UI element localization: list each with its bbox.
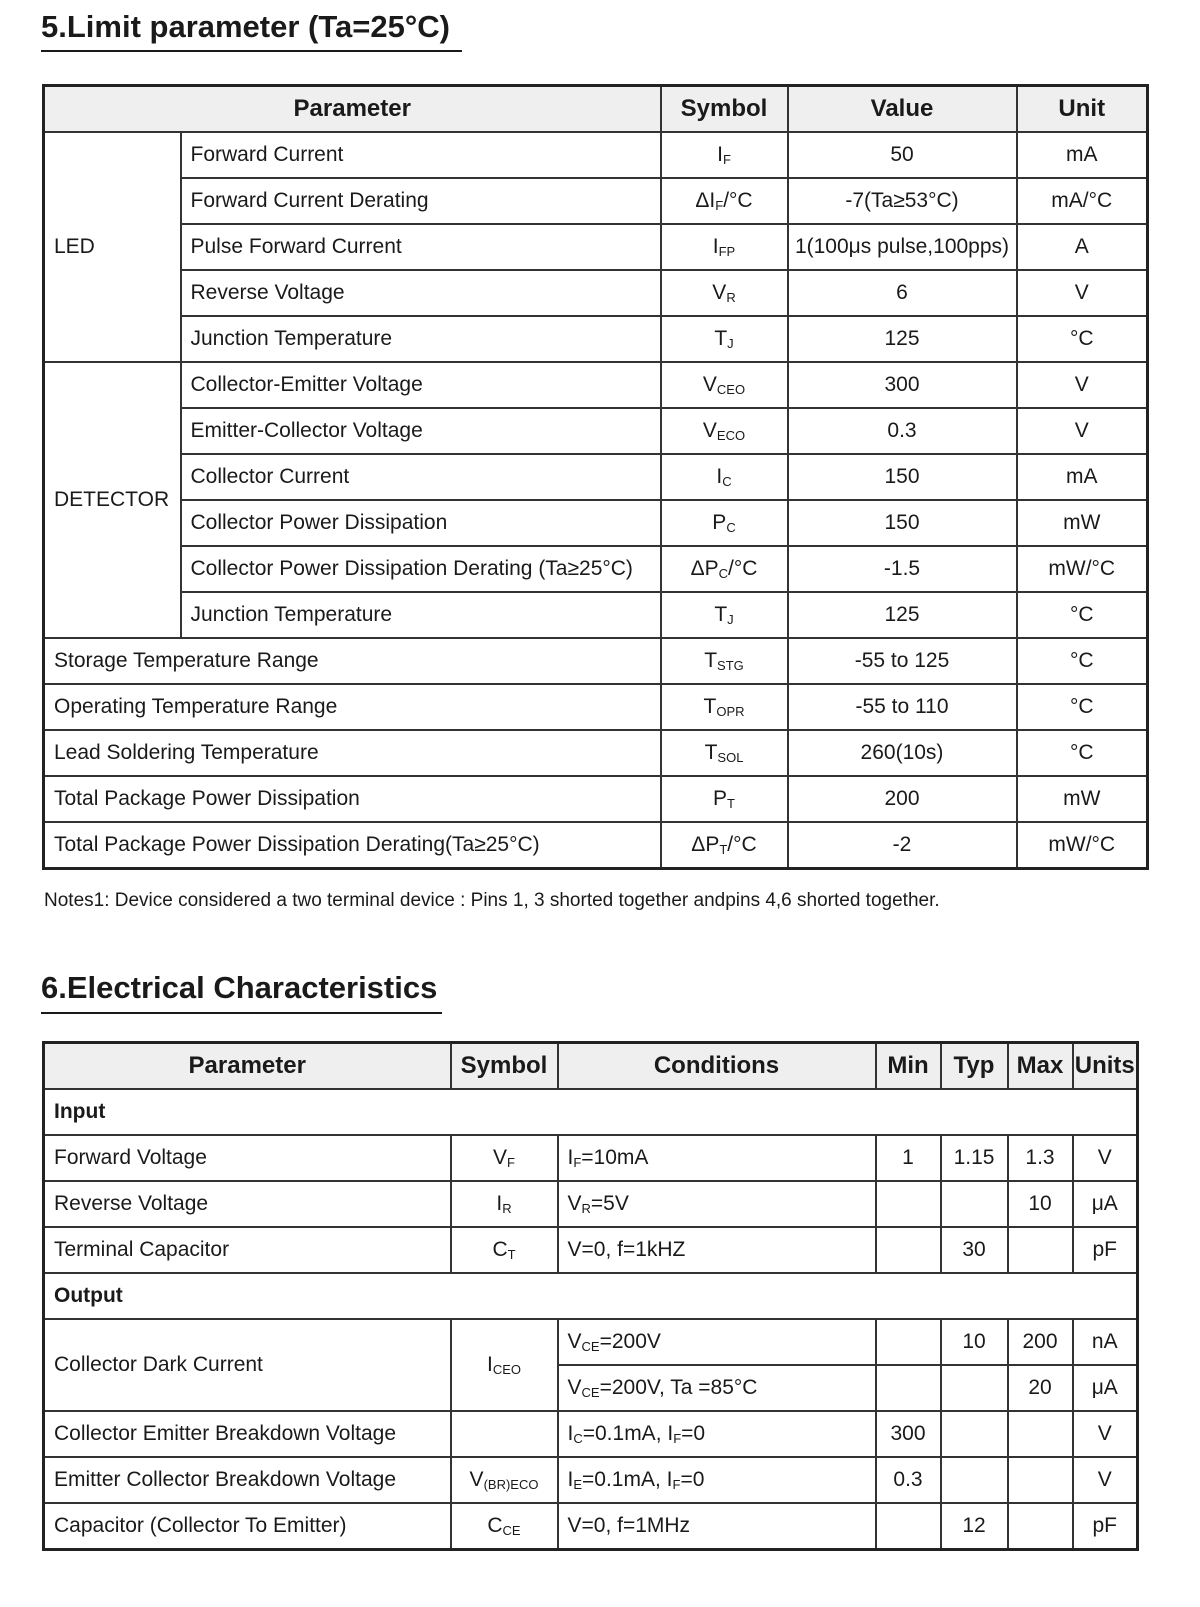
symbol-subscript: R: [502, 1201, 512, 1216]
electrical-characteristics-table: [42, 1041, 1139, 1551]
conditions-cell: [558, 1457, 876, 1503]
input-section-row: [44, 1089, 1138, 1135]
conditions-cell: [558, 1319, 876, 1365]
condition-subscript: CE: [581, 1339, 600, 1354]
condition-main: I: [567, 1422, 574, 1445]
typ-cell: 10: [941, 1319, 1008, 1365]
table-row: [44, 1135, 1138, 1181]
symbol-cell: [451, 1135, 558, 1181]
symbol-main: V: [469, 1468, 484, 1491]
symbol-cell: [661, 408, 788, 454]
value-cell: -1.5: [788, 546, 1017, 592]
symbol-cell: [451, 1181, 558, 1227]
output-section-row-label: Output: [44, 1273, 1138, 1319]
electrical-header-row: [44, 1043, 1138, 1090]
value-cell: 300: [788, 362, 1017, 408]
unit-cell: °C: [1017, 638, 1148, 684]
unit-cell: mW: [1017, 500, 1148, 546]
unit-cell: V: [1017, 408, 1148, 454]
max-cell: [1008, 1227, 1073, 1273]
typ-cell: [941, 1365, 1008, 1411]
condition-text: =200V, Ta =85°C: [599, 1376, 758, 1399]
header-parameter: Parameter: [44, 1043, 451, 1090]
min-cell: 1: [876, 1135, 941, 1181]
value-cell: -7(Ta≥53°C): [788, 178, 1017, 224]
condition-subscript: E: [573, 1477, 583, 1492]
symbol-main: V: [712, 281, 727, 304]
parameter-cell: Lead Soldering Temperature: [44, 730, 661, 776]
parameter-cell: Reverse Voltage: [181, 270, 661, 316]
value-cell: 6: [788, 270, 1017, 316]
condition-main: I: [567, 1468, 574, 1491]
value-cell: 1(100μs pulse,100pps): [788, 224, 1017, 270]
symbol-cell: [661, 454, 788, 500]
parameter-cell: Collector Dark Current: [44, 1319, 451, 1411]
max-cell: [1008, 1411, 1073, 1457]
parameter-cell: Emitter-Collector Voltage: [181, 408, 661, 454]
header-parameter: Parameter: [44, 86, 661, 133]
parameter-cell: Reverse Voltage: [44, 1181, 451, 1227]
symbol-main: C: [492, 1238, 508, 1261]
max-cell: 200: [1008, 1319, 1073, 1365]
parameter-cell: Collector-Emitter Voltage: [181, 362, 661, 408]
parameter-cell: Collector Current: [181, 454, 661, 500]
parameter-cell: Operating Temperature Range: [44, 684, 661, 730]
table-row: [44, 1411, 1138, 1457]
typ-cell: [941, 1181, 1008, 1227]
conditions-cell: [558, 1411, 876, 1457]
unit-cell: mW/°C: [1017, 546, 1148, 592]
table-row: [44, 270, 1148, 316]
table-row: [44, 592, 1148, 638]
min-cell: [876, 1227, 941, 1273]
symbol-main: I: [717, 143, 723, 166]
parameter-cell: Forward Current Derating: [181, 178, 661, 224]
symbol-subscript: F: [507, 1155, 515, 1170]
symbol-main: I: [486, 1353, 493, 1376]
value-cell: 150: [788, 454, 1017, 500]
value-cell: -2: [788, 822, 1017, 869]
condition-subscript-2: F: [673, 1431, 682, 1446]
table-row: [44, 224, 1148, 270]
condition-subscript: F: [573, 1155, 582, 1170]
symbol-cell: [661, 316, 788, 362]
group-label-detector: DETECTOR: [44, 362, 181, 638]
symbol-cell: [661, 500, 788, 546]
symbol-subscript: J: [727, 612, 734, 627]
value-cell: 260(10s): [788, 730, 1017, 776]
section6-title-rule: [41, 1012, 442, 1014]
symbol-cell: [661, 132, 788, 178]
condition-subscript: C: [573, 1431, 583, 1446]
symbol-subscript: FP: [718, 244, 736, 259]
condition-subscript-2: F: [672, 1477, 681, 1492]
condition-subscript: CE: [581, 1385, 600, 1400]
min-cell: 300: [876, 1411, 941, 1457]
symbol-main: T: [703, 695, 717, 718]
header-symbol: Symbol: [661, 86, 788, 133]
value-cell: 150: [788, 500, 1017, 546]
typ-cell: [941, 1457, 1008, 1503]
symbol-cell: [661, 224, 788, 270]
condition-main: V=0, f=1MHz: [567, 1514, 691, 1537]
parameter-cell: Total Package Power Dissipation: [44, 776, 661, 822]
parameter-cell: Total Package Power Dissipation Derating(Ta≥25°C): [44, 822, 661, 869]
parameter-cell: Pulse Forward Current: [181, 224, 661, 270]
section5-title-rule: [41, 50, 462, 52]
unit-cell: mW/°C: [1017, 822, 1148, 869]
conditions-cell: [558, 1135, 876, 1181]
table-row: [44, 408, 1148, 454]
unit-cell: V: [1017, 362, 1148, 408]
symbol-subscript: CE: [502, 1523, 521, 1538]
table-row: [44, 1181, 1138, 1227]
parameter-cell: Capacitor (Collector To Emitter): [44, 1503, 451, 1550]
table-row: [44, 178, 1148, 224]
symbol-subscript: F: [722, 152, 731, 167]
table-row: [44, 1227, 1138, 1273]
unit-cell: °C: [1017, 730, 1148, 776]
condition-text: =5V: [590, 1192, 629, 1215]
limit-table-body: [44, 132, 1148, 869]
symbol-cell: [661, 362, 788, 408]
value-cell: 125: [788, 592, 1017, 638]
condition-text-2: =0: [680, 1468, 705, 1491]
unit-cell: mA/°C: [1017, 178, 1148, 224]
parameter-cell: Forward Voltage: [44, 1135, 451, 1181]
typ-cell: 1.15: [941, 1135, 1008, 1181]
header-typ: Typ: [941, 1043, 1008, 1090]
condition-main: V: [567, 1330, 582, 1353]
parameter-cell: Terminal Capacitor: [44, 1227, 451, 1273]
symbol-main: V: [493, 1146, 508, 1169]
note-text: Notes1: Device considered a two terminal device : Pins 1, 3 shorted together andpins 4,6 shorted together.: [44, 890, 940, 911]
electrical-table-body: [44, 1089, 1138, 1550]
symbol-main: T: [704, 741, 718, 764]
symbol-cell: [661, 270, 788, 316]
header-symbol: Symbol: [451, 1043, 558, 1090]
conditions-cell: [558, 1503, 876, 1550]
limit-parameter-table: [42, 84, 1149, 870]
table-row: [44, 730, 1148, 776]
unit-cell: mA: [1017, 454, 1148, 500]
max-cell: 10: [1008, 1181, 1073, 1227]
group-label-led: LED: [44, 132, 181, 362]
parameter-cell: Forward Current: [181, 132, 661, 178]
symbol-main: I: [716, 465, 723, 488]
table-row: [44, 1457, 1138, 1503]
symbol-subscript: CEO: [492, 1362, 521, 1377]
symbol-subscript: C: [726, 520, 736, 535]
condition-main: I: [567, 1146, 574, 1169]
header-conditions: Conditions: [558, 1043, 876, 1090]
value-cell: 0.3: [788, 408, 1017, 454]
parameter-cell: Junction Temperature: [181, 316, 661, 362]
input-section-row-label: Input: [44, 1089, 1138, 1135]
conditions-cell: [558, 1227, 876, 1273]
symbol-main: I: [712, 235, 719, 258]
unit-cell: μA: [1073, 1365, 1138, 1411]
symbol-cell: [661, 822, 788, 869]
table-row: [44, 822, 1148, 869]
unit-cell: °C: [1017, 316, 1148, 362]
symbol-subscript: R: [726, 290, 736, 305]
symbol-subscript: (BR)ECO: [483, 1477, 539, 1492]
condition-main: V: [567, 1192, 582, 1215]
table-row: [44, 776, 1148, 822]
value-cell: -55 to 125: [788, 638, 1017, 684]
value-cell: 50: [788, 132, 1017, 178]
symbol-subscript: C: [722, 474, 732, 489]
condition-text: =200V: [599, 1330, 661, 1353]
symbol-cell: [451, 1319, 558, 1411]
unit-cell: mA: [1017, 132, 1148, 178]
symbol-suffix: /°C: [728, 557, 758, 580]
unit-cell: mW: [1017, 776, 1148, 822]
min-cell: 0.3: [876, 1457, 941, 1503]
condition-main: V: [567, 1376, 582, 1399]
parameter-cell: Junction Temperature: [181, 592, 661, 638]
symbol-cell: [451, 1457, 558, 1503]
section5-title: 5.Limit parameter (Ta=25°C): [41, 9, 450, 44]
symbol-subscript: J: [727, 336, 734, 351]
unit-cell: V: [1017, 270, 1148, 316]
symbol-cell: [661, 592, 788, 638]
value-cell: -55 to 110: [788, 684, 1017, 730]
condition-text: =0.1mA, I: [582, 1422, 674, 1445]
table-row: [44, 638, 1148, 684]
min-cell: [876, 1365, 941, 1411]
unit-cell: pF: [1073, 1227, 1138, 1273]
symbol-main: ΔP: [691, 833, 720, 856]
limit-header-row: [44, 86, 1148, 133]
table-row: [44, 1319, 1138, 1365]
symbol-main: I: [496, 1192, 503, 1215]
symbol-subscript: T: [719, 842, 728, 857]
symbol-main: P: [713, 787, 728, 810]
max-cell: [1008, 1503, 1073, 1550]
parameter-cell: Collector Emitter Breakdown Voltage: [44, 1411, 451, 1457]
parameter-cell: Emitter Collector Breakdown Voltage: [44, 1457, 451, 1503]
condition-subscript: R: [581, 1201, 591, 1216]
symbol-subscript: STG: [717, 658, 744, 673]
symbol-cell: [661, 776, 788, 822]
unit-cell: μA: [1073, 1181, 1138, 1227]
condition-text-2: =0: [681, 1422, 706, 1445]
header-min: Min: [876, 1043, 941, 1090]
typ-cell: [941, 1411, 1008, 1457]
conditions-cell: [558, 1181, 876, 1227]
symbol-cell: [661, 546, 788, 592]
header-units: Units: [1073, 1043, 1138, 1090]
table-row: [44, 454, 1148, 500]
max-cell: 1.3: [1008, 1135, 1073, 1181]
symbol-cell: [451, 1411, 558, 1457]
symbol-subscript: ECO: [716, 428, 746, 443]
value-cell: 125: [788, 316, 1017, 362]
table-row: [44, 546, 1148, 592]
parameter-cell: Storage Temperature Range: [44, 638, 661, 684]
symbol-main: T: [704, 649, 718, 672]
condition-text: =10mA: [581, 1146, 649, 1169]
unit-cell: A: [1017, 224, 1148, 270]
symbol-subscript: F: [715, 198, 724, 213]
table-row: [44, 316, 1148, 362]
symbol-subscript: SOL: [717, 750, 744, 765]
symbol-subscript: C: [718, 566, 729, 581]
table-row: [44, 132, 1148, 178]
typ-cell: 12: [941, 1503, 1008, 1550]
symbol-subscript: T: [727, 796, 735, 811]
output-section-row: [44, 1273, 1138, 1319]
symbol-subscript: OPR: [716, 704, 745, 719]
symbol-main: ΔP: [690, 557, 719, 580]
unit-cell: °C: [1017, 592, 1148, 638]
typ-cell: 30: [941, 1227, 1008, 1273]
parameter-cell: Collector Power Dissipation: [181, 500, 661, 546]
min-cell: [876, 1503, 941, 1550]
symbol-cell: [451, 1227, 558, 1273]
min-cell: [876, 1319, 941, 1365]
symbol-main: T: [714, 327, 728, 350]
unit-cell: V: [1073, 1457, 1138, 1503]
header-value: Value: [788, 86, 1017, 133]
symbol-suffix: /°C: [723, 189, 753, 212]
unit-cell: nA: [1073, 1319, 1138, 1365]
unit-cell: °C: [1017, 684, 1148, 730]
symbol-cell: [661, 684, 788, 730]
table-row: [44, 500, 1148, 546]
conditions-cell: [558, 1365, 876, 1411]
symbol-main: C: [487, 1514, 503, 1537]
symbol-main: V: [702, 373, 717, 396]
symbol-suffix: /°C: [727, 833, 757, 856]
max-cell: [1008, 1457, 1073, 1503]
symbol-subscript: T: [507, 1247, 516, 1262]
header-unit: Unit: [1017, 86, 1148, 133]
condition-text: =0.1mA, I: [582, 1468, 673, 1491]
symbol-cell: [661, 638, 788, 684]
header-max: Max: [1008, 1043, 1073, 1090]
parameter-cell: Collector Power Dissipation Derating (Ta≥25°C): [181, 546, 661, 592]
symbol-cell: [661, 178, 788, 224]
symbol-subscript: CEO: [716, 382, 746, 397]
symbol-main: ΔI: [695, 189, 716, 212]
max-cell: 20: [1008, 1365, 1073, 1411]
symbol-cell: [661, 730, 788, 776]
table-row: [44, 684, 1148, 730]
symbol-main: T: [714, 603, 728, 626]
table-row: [44, 362, 1148, 408]
symbol-cell: [451, 1503, 558, 1550]
symbol-main: P: [712, 511, 727, 534]
unit-cell: V: [1073, 1411, 1138, 1457]
section6-title: 6.Electrical Characteristics: [41, 970, 438, 1005]
unit-cell: pF: [1073, 1503, 1138, 1550]
value-cell: 200: [788, 776, 1017, 822]
condition-main: V=0, f=1kHZ: [567, 1238, 686, 1261]
unit-cell: V: [1073, 1135, 1138, 1181]
min-cell: [876, 1181, 941, 1227]
table-row: [44, 1503, 1138, 1550]
symbol-main: V: [702, 419, 717, 442]
